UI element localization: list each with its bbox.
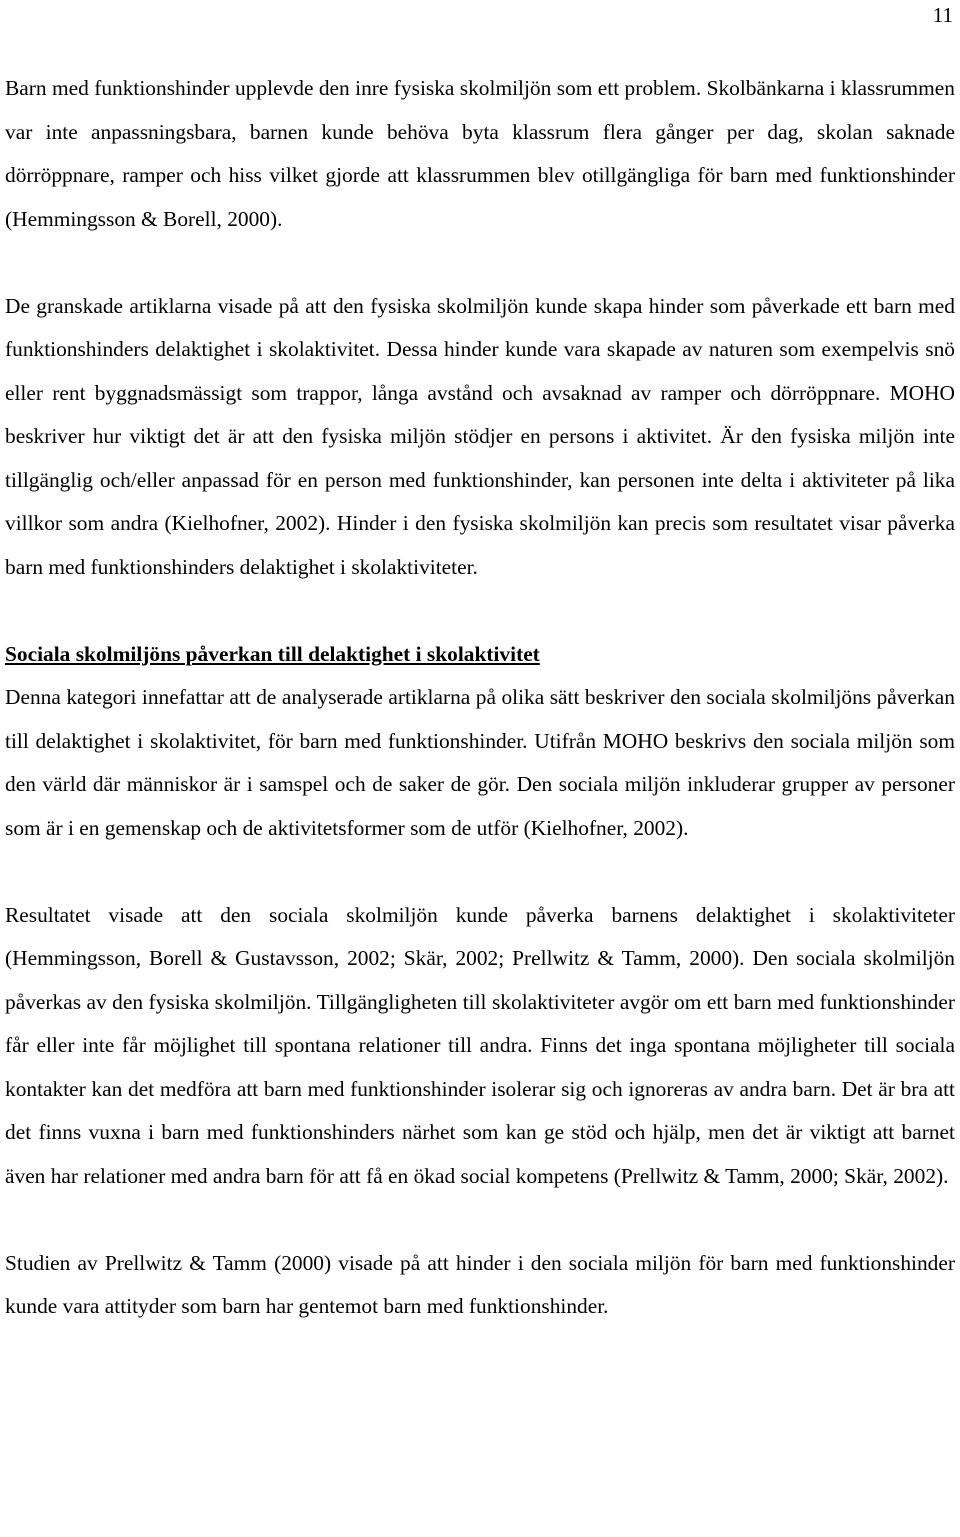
section-heading: Sociala skolmiljöns påverkan till delaktighet i skolaktivitet: [5, 641, 540, 666]
paragraph-social-environment-2: Resultatet visade att den sociala skolmiljön kunde påverka barnens delaktighet i skolaktiviteter (Hemmingsson, Borell & Gustavsson, 2002; Skär, 2002; Prellwitz & Tamm, 2000). Den sociala skolmiljön påverkas av den fysiska skolmiljön. Tillgängligheten till skolaktiviteter avgör om ett barn med funktionshinder får eller inte får möjlighet till spontana relationer till andra. Finns det inga spontana möjligheter till sociala kontakter kan det medföra att barn med funktionshinder isolerar sig och ignoreras av andra barn. Det är bra att det finns vuxna i barn med funktionshinders närhet som kan ge stöd och hjälp, men det är viktigt att barnet även har relationer med andra barn för att få en ökad social kompetens (Prellwitz & Tamm, 2000; Skär, 2002).: [5, 902, 955, 1188]
paragraph-gap: [5, 241, 955, 285]
paragraph-gap: [5, 850, 955, 894]
document-body: [5, 67, 955, 1329]
paragraph-physical-environment-1: Barn med funktionshinder upplevde den inre fysiska skolmiljön som ett problem. Skolbänkarna i klassrummen var inte anpassningsbara, barnen kunde behöva byta klassrum flera gånger per dag, skolan saknade dörröppnare, ramper och hiss vilket gjorde att klassrummen blev otillgängliga för barn med funktionshinder (Hemmingsson & Borell, 2000).: [5, 76, 955, 231]
paragraph-gap: [5, 589, 955, 633]
paragraph-social-environment-1: Denna kategori innefattar att de analyserade artiklarna på olika sätt beskriver den sociala skolmiljöns påverkan till delaktighet i skolaktivitet, för barn med funktionshinder. Utifrån MOHO beskrivs den sociala miljön som den värld där människor är i samspel och de saker de gör. Den sociala miljön inkluderar grupper av personer som är i en gemenskap och de aktivitetsformer som de utför (Kielhofner, 2002).: [5, 685, 955, 840]
paragraph-physical-environment-2: De granskade artiklarna visade på att den fysiska skolmiljön kunde skapa hinder som påverkade ett barn med funktionshinders delaktighet i skolaktivitet. Dessa hinder kunde vara skapade av naturen som exempelvis snö eller rent byggnadsmässigt som trappor, långa avstånd och avsaknad av ramper och dörröppnare. MOHO beskriver hur viktigt det är att den fysiska miljön stödjer en persons i aktivitet. Är den fysiska miljön inte tillgänglig och/eller anpassad för en person med funktionshinder, kan personen inte delta i aktiviteter på lika villkor som andra (Kielhofner, 2002). Hinder i den fysiska skolmiljön kan precis som resultatet visar påverka barn med funktionshinders delaktighet i skolaktiviteter.: [5, 293, 955, 579]
paragraph-social-environment-3: Studien av Prellwitz & Tamm (2000) visade på att hinder i den sociala miljön för barn med funktionshinder kunde vara attityder som barn har gentemot barn med funktionshinder.: [5, 1250, 955, 1318]
page-number: 11: [932, 3, 953, 27]
paragraph-gap: [5, 1198, 955, 1242]
